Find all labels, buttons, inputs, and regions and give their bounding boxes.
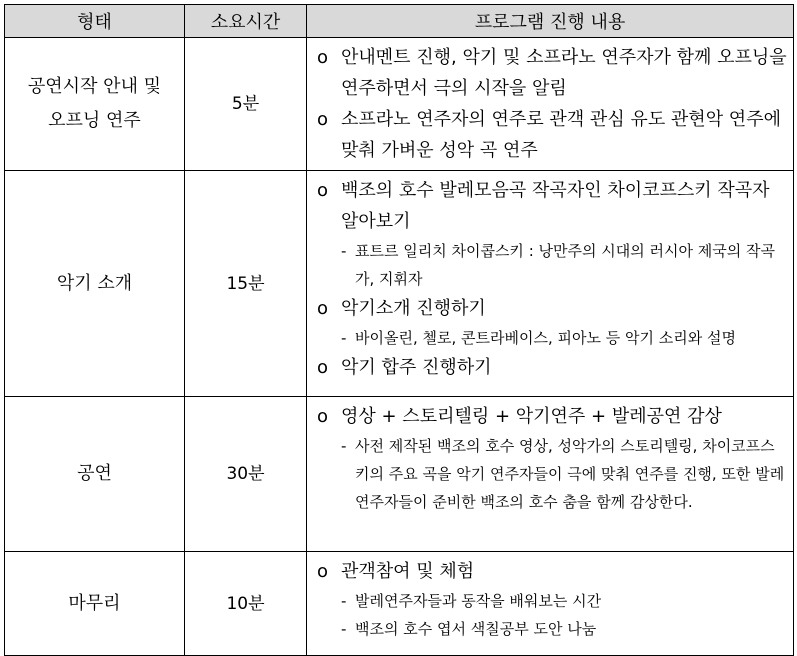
program-sub-item: [317, 615, 787, 643]
bullet-mark: o: [317, 561, 329, 582]
cell-form: [5, 38, 185, 171]
program-bullet-item: [317, 104, 787, 166]
item-text: 영상 + 스토리텔링 + 악기연주 + 발레공연 감상: [341, 406, 722, 427]
form-line: 공연: [77, 463, 112, 484]
dash-mark: -: [341, 620, 347, 638]
program-sub-item: [317, 432, 787, 516]
cell-program: [307, 397, 794, 552]
dash-mark: -: [341, 329, 347, 347]
item-text: 악기 합주 진행하기: [341, 357, 492, 378]
item-text: 표트르 일리치 차이콥스키 : 낭만주의 시대의 러시아 제국의 작곡가, 지휘자: [355, 242, 775, 288]
item-text: 발레연주자들과 동작을 배워보는 시간: [355, 592, 602, 610]
item-text: 안내멘트 진행, 악기 및 소프라노 연주자가 함께 오프닝을 연주하면서 극의 시작을 알림: [341, 47, 787, 99]
cell-program: [307, 552, 794, 656]
dash-mark: -: [341, 592, 347, 610]
program-bullet-item: [317, 352, 787, 383]
item-text: 관객참여 및 체험: [341, 561, 475, 582]
cell-program: [307, 171, 794, 397]
header-time: 소요시간: [185, 5, 307, 38]
form-line: 오프닝 연주: [48, 110, 141, 131]
cell-time: 10분: [185, 552, 307, 656]
header-row: [5, 5, 794, 38]
cell-time: 15분: [185, 171, 307, 397]
item-text: 백조의 호수 엽서 색칠공부 도안 나눔: [355, 620, 597, 638]
cell-time: 30분: [185, 397, 307, 552]
program-table: [4, 4, 794, 656]
cell-form: [5, 171, 185, 397]
cell-form: [5, 552, 185, 656]
cell-form: [5, 397, 185, 552]
bullet-mark: o: [317, 109, 329, 130]
program-bullet-item: [317, 293, 787, 324]
program-bullet-item: [317, 175, 787, 237]
item-text: 사전 제작된 백조의 호수 영상, 성악가의 스토리텔링, 차이코프스키의 주요 곡을 악기 연주자들이 극에 맞춰 연주를 진행, 또한 발레 연주자들이 준비한 백조의 호수 춤을 함께 감상한다.: [355, 437, 785, 511]
bullet-mark: o: [317, 298, 329, 319]
table-row: [5, 552, 794, 656]
bullet-mark: o: [317, 406, 329, 427]
program-sub-item: [317, 237, 787, 293]
bullet-mark: o: [317, 180, 329, 201]
bullet-mark: o: [317, 47, 329, 68]
form-line: 공연시작 안내 및: [27, 76, 162, 97]
table-row: [5, 171, 794, 397]
program-bullet-item: [317, 556, 787, 587]
cell-time: 5분: [185, 38, 307, 171]
dash-mark: -: [341, 437, 347, 455]
form-line: 마무리: [68, 592, 121, 614]
table-row: [5, 38, 794, 171]
cell-program: [307, 38, 794, 171]
program-bullet-item: [317, 42, 787, 104]
item-text: 바이올린, 첼로, 콘트라베이스, 피아노 등 악기 소리와 설명: [355, 329, 736, 347]
item-text: 소프라노 연주자의 연주로 관객 관심 유도 관현악 연주에 맞춰 가벼운 성악 곡 연주: [341, 109, 781, 161]
dash-mark: -: [341, 242, 347, 260]
program-sub-item: [317, 587, 787, 615]
table-row: [5, 397, 794, 552]
program-sub-item: [317, 324, 787, 352]
header-form: 형태: [5, 5, 185, 38]
form-line: 악기 소개: [56, 272, 133, 294]
bullet-mark: o: [317, 357, 329, 378]
program-bullet-item: [317, 401, 787, 432]
header-program: 프로그램 진행 내용: [307, 5, 794, 38]
item-text: 백조의 호수 발레모음곡 작곡자인 차이코프스키 작곡자 알아보기: [341, 180, 770, 232]
item-text: 악기소개 진행하기: [341, 298, 486, 319]
